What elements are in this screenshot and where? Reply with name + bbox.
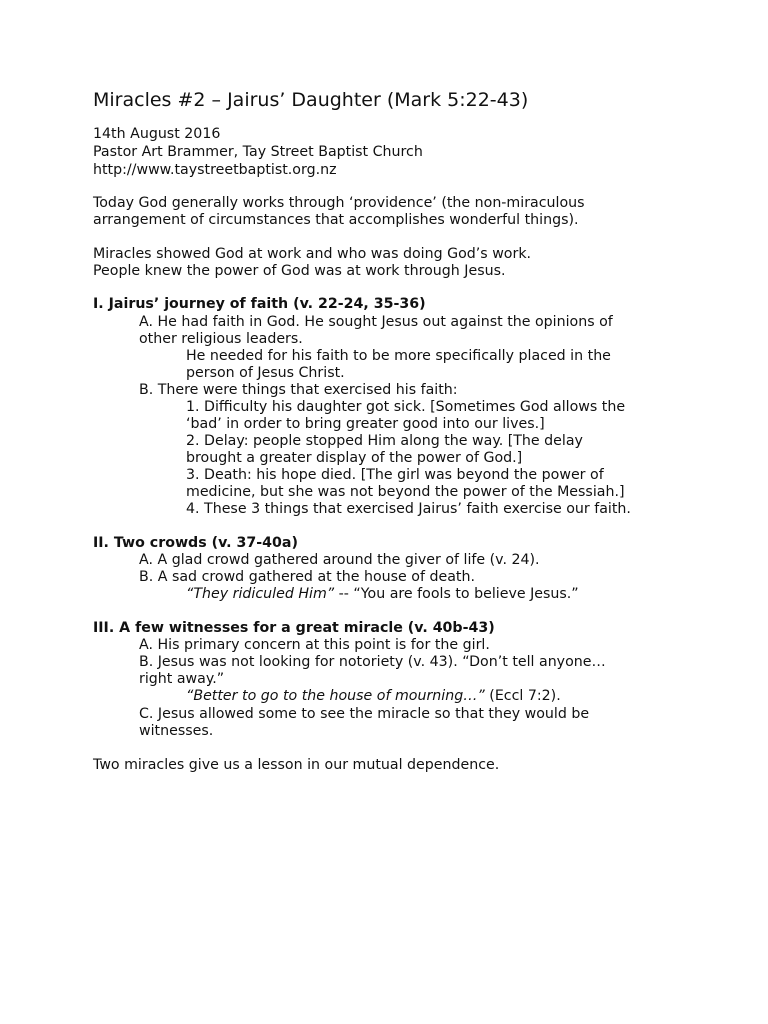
quote-line bbox=[186, 586, 579, 603]
sub-point-3-continued: medicine, but she was not beyond the power of the Messiah.] bbox=[186, 484, 625, 500]
sub-point-continued: person of Jesus Christ. bbox=[186, 365, 345, 381]
point-b: B. A sad crowd gathered at the house of death. bbox=[139, 569, 475, 585]
quote-italic: “They ridiculed Him” bbox=[186, 586, 335, 602]
point-b-continued: right away.” bbox=[139, 671, 225, 687]
point-a: A. He had faith in God. He sought Jesus out against the opinions of bbox=[139, 314, 613, 330]
context-line: People knew the power of God was at work through Jesus. bbox=[93, 263, 506, 279]
sub-point-1: 1. Difficulty his daughter got sick. [Sometimes God allows the bbox=[186, 399, 626, 415]
point-c-continued: witnesses. bbox=[139, 723, 214, 739]
sub-point-1-continued: ‘bad’ in order to bring greater good into our lives.] bbox=[186, 416, 545, 432]
quote-italic: “Better to go to the house of mourning…” bbox=[186, 688, 485, 704]
sub-point-2: 2. Delay: people stopped Him along the way. [The delay bbox=[186, 433, 583, 449]
point-b: B. Jesus was not looking for notoriety (v. 43). “Don’t tell anyone… bbox=[139, 654, 606, 670]
intro-line: arrangement of circumstances that accomplishes wonderful things). bbox=[93, 212, 579, 228]
sub-point: He needed for his faith to be more specifically placed in the bbox=[186, 348, 611, 364]
church-url: http://www.taystreetbaptist.org.nz bbox=[93, 162, 337, 178]
point-a: A. His primary concern at this point is for the girl. bbox=[139, 637, 490, 653]
context-line: Miracles showed God at work and who was doing God’s work. bbox=[93, 246, 532, 262]
quote-line bbox=[186, 688, 561, 705]
section-heading-2: II. Two crowds (v. 37-40a) bbox=[93, 535, 298, 551]
section-heading-1: I. Jairus’ journey of faith (v. 22-24, 35-36) bbox=[93, 296, 426, 312]
point-a-continued: other religious leaders. bbox=[139, 331, 303, 347]
point-a: A. A glad crowd gathered around the giver of life (v. 24). bbox=[139, 552, 540, 568]
quote-rest: -- “You are fools to believe Jesus.” bbox=[334, 586, 579, 602]
intro-line: Today God generally works through ‘providence’ (the non-miraculous bbox=[93, 195, 585, 211]
sub-point-2-continued: brought a greater display of the power of God.] bbox=[186, 450, 523, 466]
document-title: Miracles #2 – Jairus’ Daughter (Mark 5:22-43) bbox=[93, 89, 529, 111]
sermon-author: Pastor Art Brammer, Tay Street Baptist Church bbox=[93, 144, 423, 160]
closing-line: Two miracles give us a lesson in our mutual dependence. bbox=[93, 757, 500, 773]
point-b: B. There were things that exercised his faith: bbox=[139, 382, 458, 398]
sub-point-4: 4. These 3 things that exercised Jairus’ faith exercise our faith. bbox=[186, 501, 631, 517]
sub-point-3: 3. Death: his hope died. [The girl was beyond the power of bbox=[186, 467, 604, 483]
quote-rest: (Eccl 7:2). bbox=[484, 688, 561, 704]
point-c: C. Jesus allowed some to see the miracle so that they would be bbox=[139, 706, 590, 722]
sermon-date: 14th August 2016 bbox=[93, 126, 221, 142]
section-heading-3: III. A few witnesses for a great miracle (v. 40b-43) bbox=[93, 620, 495, 636]
